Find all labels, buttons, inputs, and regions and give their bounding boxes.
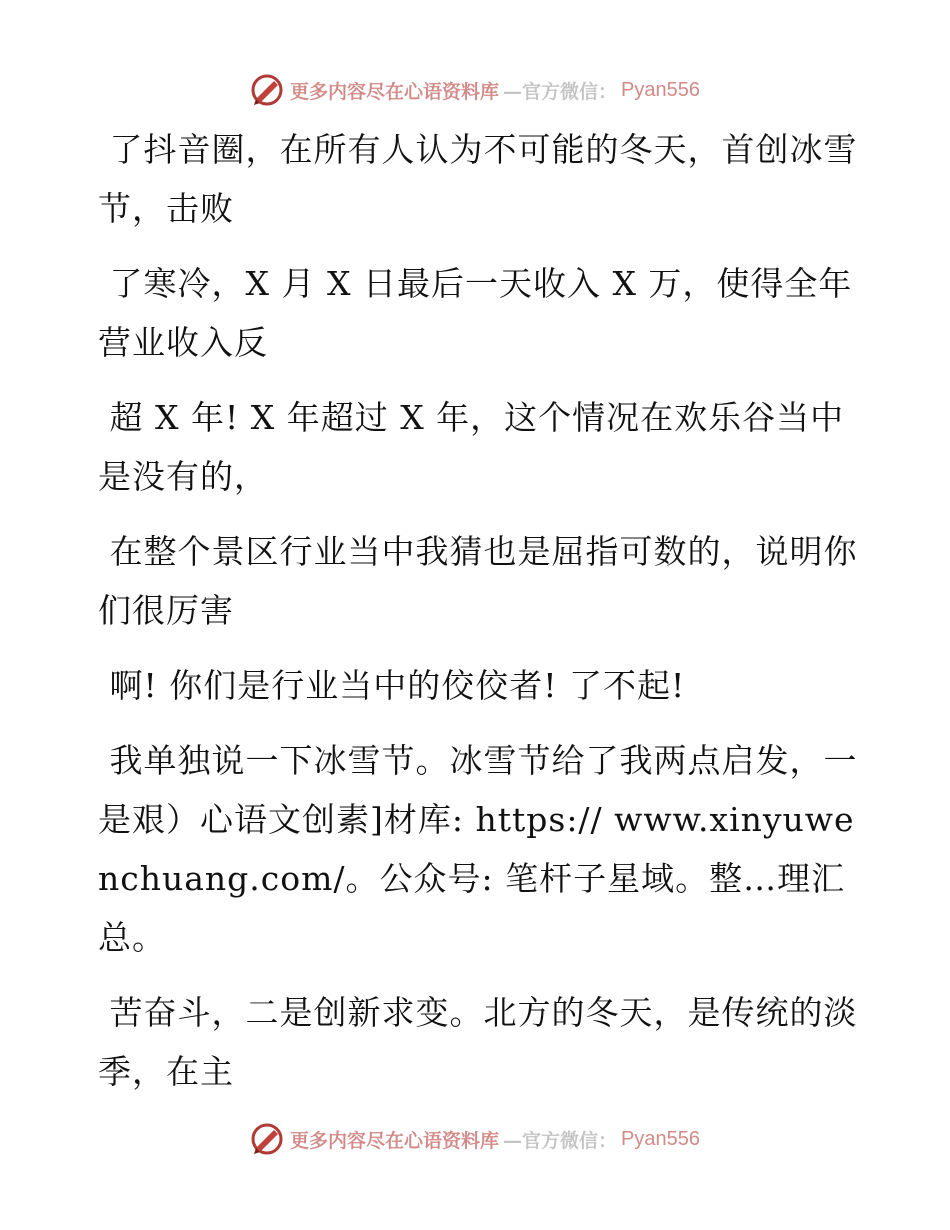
paragraph-3: 超 X 年! X 年超过 X 年，这个情况在欢乐谷当中是没有的， (98, 398, 845, 496)
paragraph-4: 在整个景区行业当中我猜也是屈指可数的，说明你们很厉害 (98, 532, 858, 630)
paragraph-1: 了抖音圈，在所有人认为不可能的冬天，首创冰雪节，击败 (98, 130, 858, 228)
footer-separator: —官方微信： (503, 1129, 618, 1152)
paragraph-2: 了寒冷，X 月 X 日最后一天收入 X 万，使得全年营业收入反 (98, 264, 853, 362)
paragraph-7: 苦奋斗，二是创新求变。北方的冬天，是传统的淡季，在主 (98, 993, 858, 1091)
header-watermark (0, 68, 950, 112)
paragraph-6: 我单独说一下冰雪节。冰雪节给了我两点启发，一是艰）心语文创素]材库: https:// www.xinyuwenchuang.com/。公众号: 笔杆子星域。整…理汇总。 (98, 741, 858, 957)
pen-logo-icon (250, 73, 284, 107)
footer-watermark (0, 1117, 950, 1161)
document-body (98, 120, 858, 1117)
header-site-name: 更多内容尽在心语资料库 (290, 80, 500, 103)
footer-wechat-id: Pyan556 (621, 1127, 700, 1150)
header-wechat-id: Pyan556 (621, 78, 700, 101)
paragraph-5: 啊! 你们是行业当中的佼佼者! 了不起! (98, 666, 686, 705)
header-separator: —官方微信： (503, 80, 618, 103)
pen-logo-icon (250, 1122, 284, 1156)
footer-site-name: 更多内容尽在心语资料库 (290, 1129, 500, 1152)
